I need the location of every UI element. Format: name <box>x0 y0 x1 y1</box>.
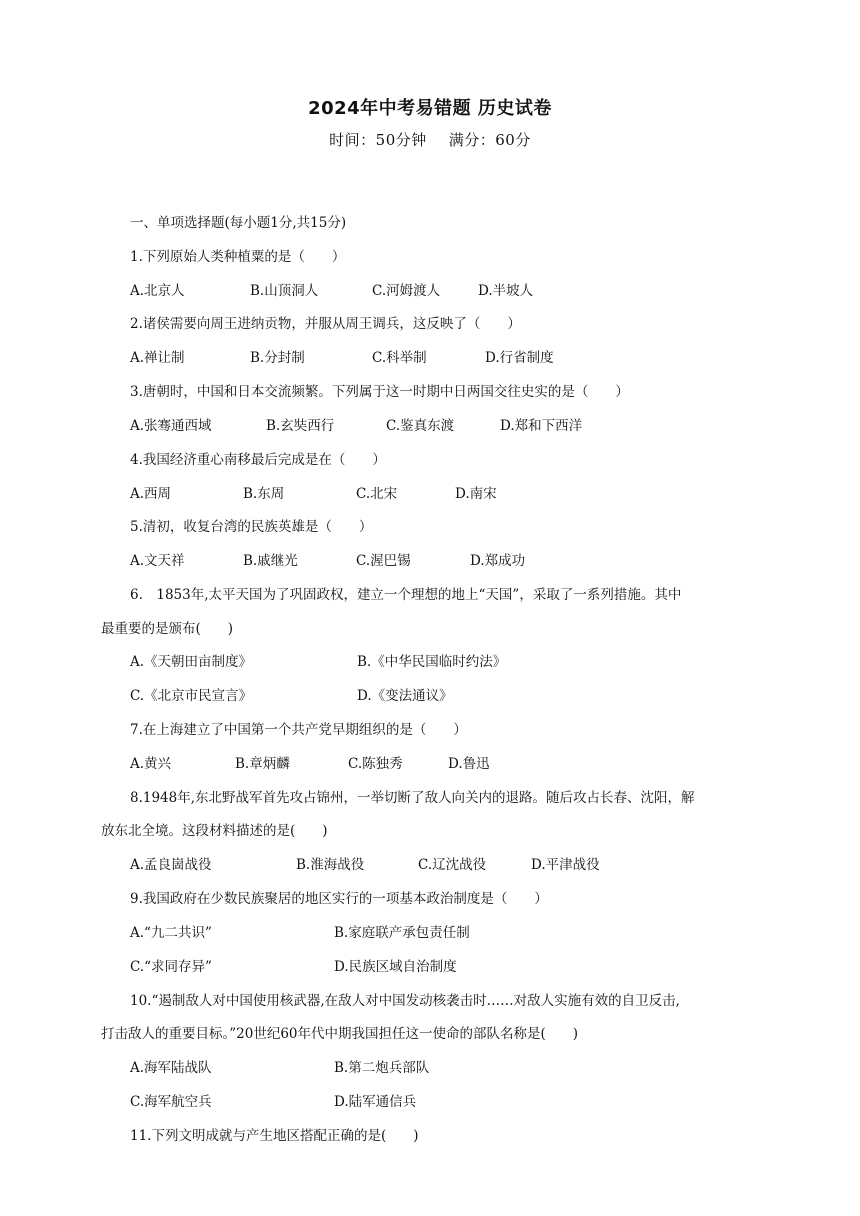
exam-subtitle <box>0 129 860 150</box>
question-stem-continued: 打击敌人的重要目标。”20世纪60年代中期我国担任这一使命的部队名称是( ) <box>101 1026 579 1042</box>
question-stem-continued: 放东北全境。这段材料描述的是( ) <box>101 823 328 839</box>
option: C.北宋 <box>356 486 398 502</box>
option: D.郑成功 <box>470 553 526 569</box>
option: C.河姆渡人 <box>372 283 441 299</box>
option: B.第二炮兵部队 <box>334 1060 430 1076</box>
option: C.渥巴锡 <box>356 553 411 569</box>
option: B.山顶洞人 <box>250 283 319 299</box>
question-stem: 4.我国经济重心南移最后完成是在（ ） <box>130 452 386 468</box>
option: B.玄奘西行 <box>266 418 335 434</box>
exam-title: 2024年中考易错题 历史试卷 <box>308 98 552 119</box>
option: B.戚继光 <box>243 553 298 569</box>
option: D.行省制度 <box>485 350 554 366</box>
exam-score: 满分：60分 <box>448 131 531 149</box>
option: A.西周 <box>130 486 172 502</box>
option: D.半坡人 <box>478 283 534 299</box>
option: D.郑和下西洋 <box>500 418 583 434</box>
option: A.“九二共识” <box>130 925 212 941</box>
question-stem: 1.下列原始人类种植粟的是（ ） <box>130 249 346 265</box>
option: A.张骞通西域 <box>130 418 212 434</box>
option: B.分封制 <box>250 350 305 366</box>
option: D.南宋 <box>455 486 497 502</box>
question-stem: 8.1948年,东北野战军首先攻占锦州，一举切断了敌人向关内的退路。随后攻占长春、沈阳，解 <box>130 790 695 806</box>
option: B.家庭联产承包责任制 <box>334 925 470 941</box>
option: A.黄兴 <box>130 756 172 772</box>
question-stem: 2.诸侯需要向周王进纳贡物，并服从周王调兵，这反映了（ ） <box>130 316 521 332</box>
option: D.陆军通信兵 <box>334 1094 417 1110</box>
option: C.《北京市民宣言》 <box>130 688 253 704</box>
question-stem: 5.清初，收复台湾的民族英雄是（ ） <box>130 519 373 535</box>
option: C.陈独秀 <box>348 756 403 772</box>
option: B.淮海战役 <box>296 857 365 873</box>
exam-time: 时间：50分钟 <box>329 131 427 149</box>
section-heading: 一、单项选择题(每小题1分,共15分) <box>130 215 347 231</box>
option: D.平津战役 <box>531 857 600 873</box>
question-stem: 11.下列文明成就与产生地区搭配正确的是( ) <box>130 1128 419 1144</box>
option: A.北京人 <box>130 283 185 299</box>
question-stem: 10.“遏制敌人对中国使用核武器,在敌人对中国发动核袭击时……对敌人实施有效的自卫反击, <box>130 993 680 1009</box>
question-stem: 9.我国政府在少数民族聚居的地区实行的一项基本政治制度是（ ） <box>130 891 548 907</box>
option: B.东周 <box>243 486 285 502</box>
option: A.文天祥 <box>130 553 185 569</box>
option: A.禅让制 <box>130 350 185 366</box>
option: C.辽沈战役 <box>418 857 487 873</box>
question-stem-continued: 最重要的是颁布( ) <box>101 621 234 637</box>
option: C.海军航空兵 <box>130 1094 212 1110</box>
option: D.民族区域自治制度 <box>334 959 457 975</box>
question-stem: 7.在上海建立了中国第一个共产党早期组织的是（ ） <box>130 722 467 738</box>
option: C.鉴真东渡 <box>386 418 455 434</box>
option: A.孟良崮战役 <box>130 857 212 873</box>
question-stem: 3.唐朝时，中国和日本交流频繁。下列属于这一时期中日两国交往史实的是（ ） <box>130 384 629 400</box>
option: C.科举制 <box>372 350 427 366</box>
option: B.章炳麟 <box>235 756 290 772</box>
option: B.《中华民国临时约法》 <box>357 654 507 670</box>
question-stem: 6. 1853年,太平天国为了巩固政权，建立一个理想的地上“天国”，采取了一系列措施。其中 <box>130 587 682 603</box>
option: A.《天朝田亩制度》 <box>130 654 253 670</box>
option: A.海军陆战队 <box>130 1060 212 1076</box>
option: D.《变法通议》 <box>357 688 453 704</box>
option: C.“求同存异” <box>130 959 212 975</box>
option: D.鲁迅 <box>448 756 490 772</box>
